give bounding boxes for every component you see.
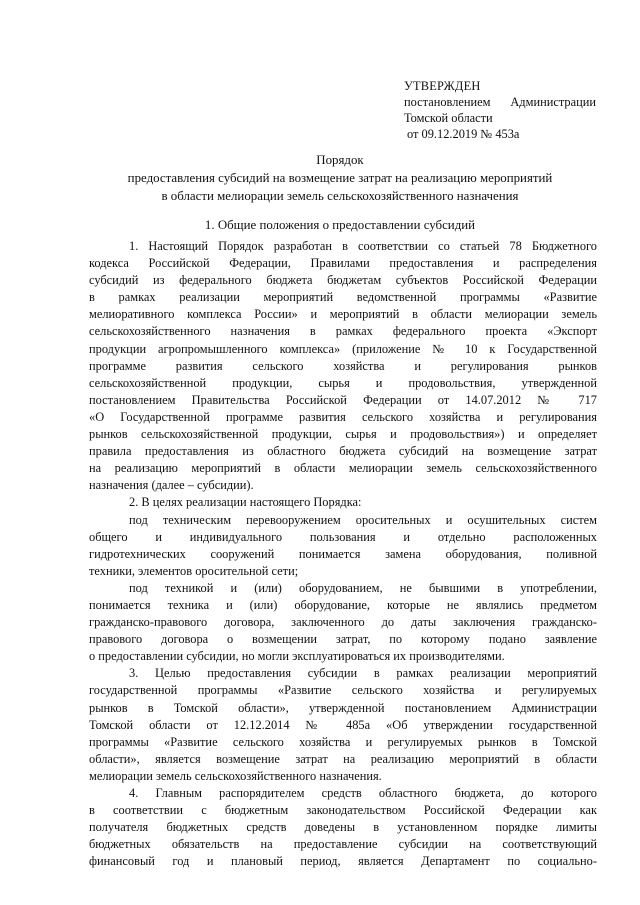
body-line: бюджетных обязательств на предоставление субсидии на соответствующий: [89, 837, 597, 852]
body-line: сельскохозяйственного назначения в рамках федерального проекта «Экспорт: [89, 324, 597, 339]
body-line: государственной программы «Развитие сельского хозяйства и регулируемых: [89, 683, 597, 698]
body-line: 1. Настоящий Порядок разработан в соответствии со статьей 78 Бюджетного: [129, 239, 597, 253]
body-line: Томской области от 12.12.2014 № 485а «Об утверждении государственной: [89, 717, 597, 732]
body-line: в рамках реализации мероприятий ведомственной программы «Развитие: [89, 290, 597, 305]
body-line: под техническим перевооружением оросительных и осушительных систем: [129, 512, 597, 527]
approval-decree-line: [404, 94, 596, 110]
body-line: рынков сельскохозяйственной продукции, сырья и продовольствия») и определяет: [89, 427, 597, 442]
approval-decree-right: Администрации: [510, 95, 596, 109]
body-line: на реализацию мероприятий в области мелиорации земель сельскохозяйственного: [89, 461, 597, 476]
body-line: гидротехнических сооружений понимается замена оборудования, поливной: [89, 546, 597, 561]
body-line: понимается техника и (или) оборудование, которые не являлись предметом: [89, 597, 597, 612]
body-line: правового договора о возмещении затрат, по которому подано заявление: [89, 632, 597, 647]
section-heading: 1. Общие положения о предоставлении субсидий: [204, 218, 476, 232]
body-line: «О Государственной программе развития сельского хозяйства и регулирования: [89, 409, 597, 424]
body-line: субсидий из федерального бюджета бюджетам субъектов Российской Федерации: [89, 273, 597, 288]
body-line: о предоставлении субсидии, но могли эксплуатироваться их производителями.: [89, 649, 505, 664]
body-line: назначения (далее – субсидии).: [89, 478, 254, 493]
body-line: 4. Главным распорядителем средств областного бюджета, до которого: [129, 786, 597, 800]
body-line: 2. В целях реализации настоящего Порядка:: [129, 495, 362, 510]
body-line: кодекса Российской Федерации, Правилами предоставления и распределения: [89, 256, 597, 271]
body-line: мелиоративного комплекса России» и мероприятий в области мелиорации земель: [89, 307, 597, 322]
body-line: финансовый год и плановый период, является Департамент по социально-: [89, 854, 597, 869]
body-line: сельскохозяйственной продукции, сырья и продовольствия, утвержденной: [89, 375, 597, 390]
approval-region: Томской области: [404, 111, 493, 125]
body-line: под техникой и (или) оборудованием, не бывшими в употреблении,: [129, 580, 597, 595]
body-line: в соответствии с бюджетным законодательством Российской Федерации как: [89, 803, 597, 818]
body-line: области», является возмещение затрат на реализацию мероприятий в области: [89, 751, 597, 766]
approval-date-number: от 09.12.2019 № 453а: [407, 127, 520, 141]
body-line: общего и индивидуального пользования и отдельно расположенных: [89, 529, 597, 544]
approval-decree-left: постановлением: [404, 95, 491, 109]
body-text: [89, 238, 597, 870]
body-line: техники, элементов оросительной сети;: [89, 563, 299, 578]
body-line: гражданско-правового договора, заключенного до даты заключения гражданско-: [89, 615, 597, 630]
body-line: рынков в Томской области», утвержденной постановлением Администрации: [89, 700, 597, 715]
body-line: программе развития сельского хозяйства и регулирования рынков: [89, 358, 597, 373]
body-line: постановлением Правительства Российской Федерации от 14.07.2012 № 717: [89, 392, 597, 407]
document-title: [60, 151, 620, 205]
body-line: 3. Целью предоставления субсидии в рамках реализации мероприятий: [129, 666, 597, 681]
body-line: получателя бюджетных средств доведены в установленном порядке лимиты: [89, 820, 597, 835]
body-line: продукции агропромышленного комплекса» (приложение № 10 к Государственной: [89, 341, 597, 356]
title-line-1: Порядок: [316, 153, 364, 167]
body-line: правила предоставления из областного бюджета субсидий на возмещение затрат: [89, 444, 597, 459]
title-line-2: предоставления субсидий на возмещение затрат на реализацию мероприятий: [127, 171, 553, 185]
title-line-3: в области мелиорации земель сельскохозяйственного назначения: [161, 189, 519, 203]
body-line: мелиорации земель сельскохозяйственного назначения.: [89, 768, 382, 783]
approval-stamp: [404, 78, 604, 142]
approval-heading: УТВЕРЖДЕН: [404, 79, 481, 93]
body-line: программы «Развитие сельского хозяйства и регулируемых рынков в Томской: [89, 734, 597, 749]
